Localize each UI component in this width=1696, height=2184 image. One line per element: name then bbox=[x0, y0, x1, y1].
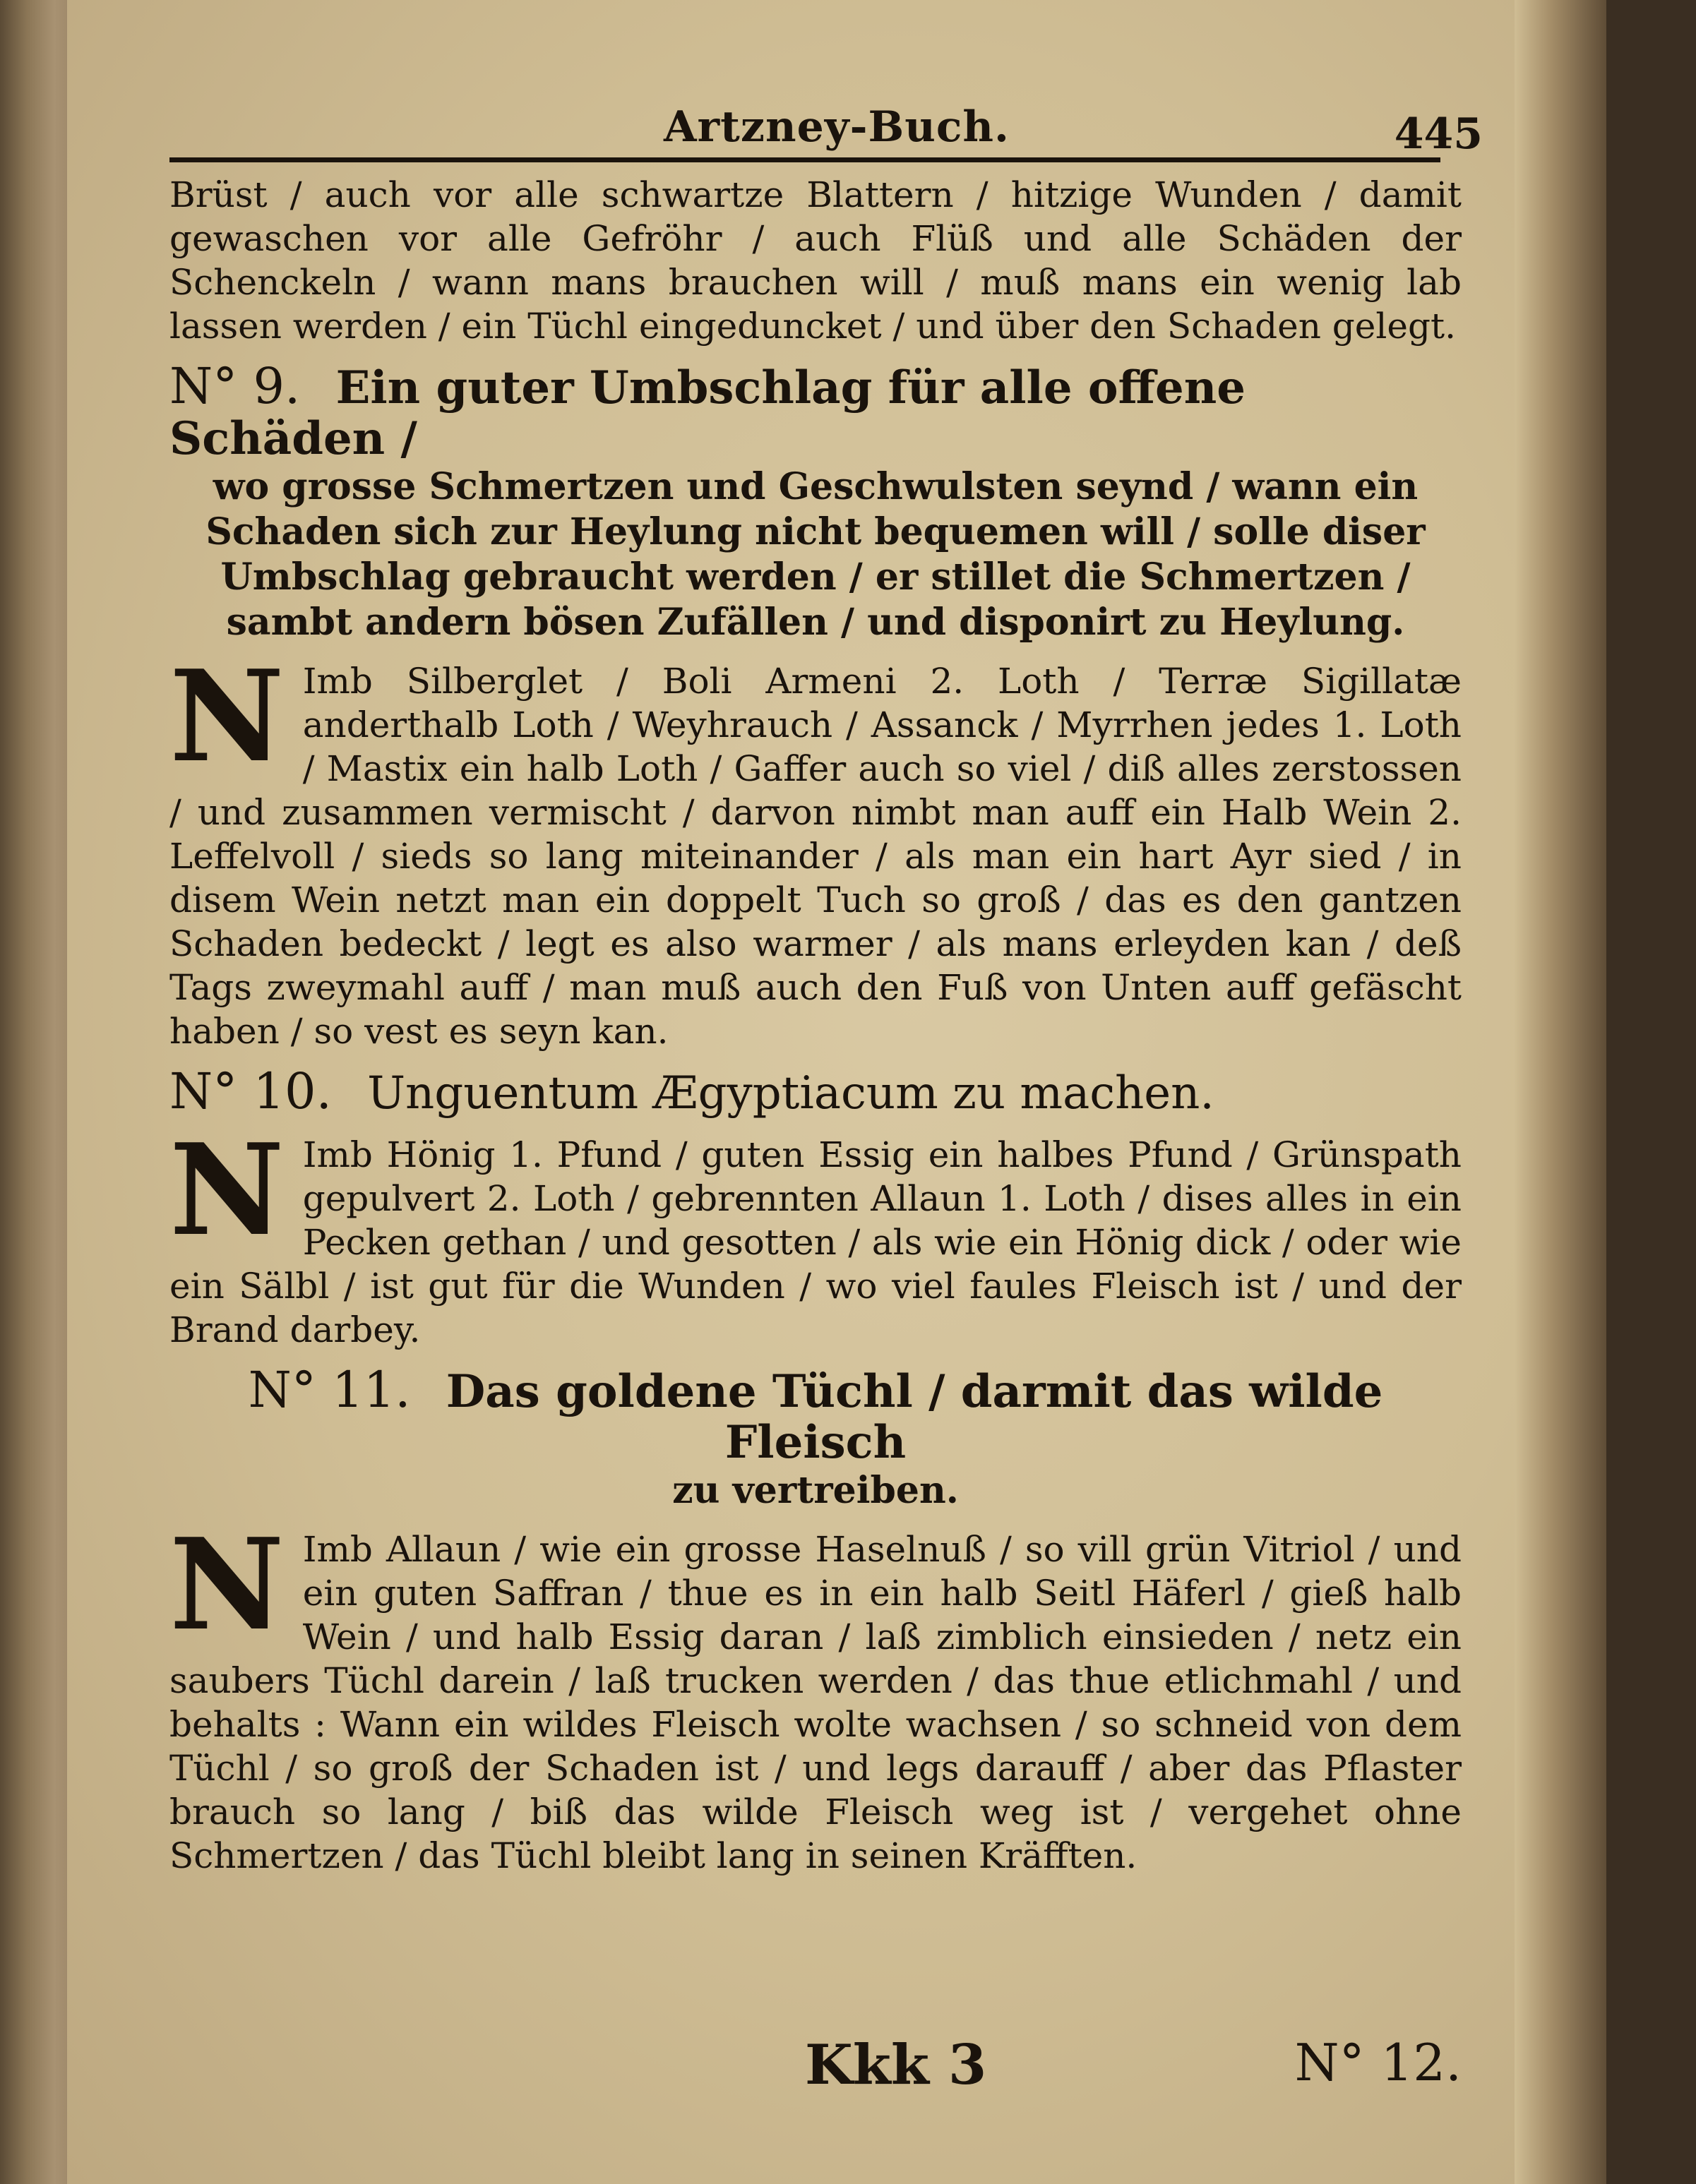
recipe-title: Ein guter Umbschlag für alle offene Schäden / bbox=[169, 361, 1246, 465]
recipe-body: Imb Hönig 1. Pfund / guten Essig ein halbes Pfund / Grünspath gepulvert 2. Loth / gebrennten Allaun 1. Loth / dises alles in ein Pecken gethan / und gesotten / als wie ein Hönig dick / oder wie ein Sälbl / ist gut für die Wunden / wo viel faules Fleisch ist / und der Brand darbey. bbox=[169, 1134, 1462, 1350]
catchword: N° 12. bbox=[1294, 2033, 1462, 2092]
recipe-title-continuation: wo grosse Schmertzen und Geschwulsten seynd / wann ein Schaden sich zur Heylung nicht bequemen will / solle diser Umbschlag gebraucht werden / er stillet die Schmertzen / sambt andern bösen Zufällen / und disponirt zu Heylung. bbox=[205, 465, 1426, 644]
recipe-body: Imb Silberglet / Boli Armeni 2. Loth / Terræ Sigillatæ anderthalb Loth / Weyhrauch / Assanck / Myrrhen jedes 1. Loth / Mastix ein halb Loth / Gaffer auch so viel / diß alles zerstossen / und zusammen vermischt / darvon nimbt man auff ein Halb Wein 2. Leffelvoll / sieds so lang miteinander / als man ein hart Ayr sied / in disem Wein netzt man ein doppelt Tuch so groß / das es den gantzen Schaden bedeckt / legt es also warmer / als mans erleyden kan / deß Tags zweymahl auff / man muß auch den Fuß von Unten auff gefäscht haben / so vest es seyn kan. bbox=[169, 661, 1462, 1052]
page-footer bbox=[169, 2033, 1462, 2104]
recipe-number: N° 10. bbox=[169, 1062, 332, 1120]
drop-initial: N bbox=[169, 1116, 285, 1264]
recipe-title: Unguentum Ægyptiacum zu machen. bbox=[367, 1067, 1214, 1120]
recipe-text-11 bbox=[169, 1511, 1462, 1878]
body-text bbox=[169, 173, 1462, 1885]
recipe-heading-11 bbox=[169, 1361, 1462, 1513]
recipe-body: Imb Allaun / wie ein grosse Haselnuß / so vill grün Vitriol / und ein guten Saffran / thue es in ein halb Seitl Häferl / gieß halb Wein / und halb Essig daran / laß zimblich einsieden / netz ein saubers Tüchl darein / laß trucken werden / das thue etlichmahl / und behalts : Wann ein wildes Fleisch wolte wachsen / so schneid von dem Tüchl / so groß der Schaden ist / und legs darauff / aber das Pflaster brauch so lang / biß das wilde Fleisch weg ist / vergehet ohne Schmertzen / das Tüchl bleibt lang in seinen Kräfften. bbox=[169, 1529, 1462, 1876]
page-edge-shadow bbox=[1515, 0, 1606, 2184]
recipe-text-9 bbox=[169, 642, 1462, 1053]
recipe-title-continuation: zu vertreiben. bbox=[672, 1469, 959, 1512]
page-number: 445 bbox=[1394, 109, 1483, 159]
signature-mark: Kkk 3 bbox=[805, 2033, 987, 2097]
recipe-title: Das goldene Tüchl / darmit das wilde Fleisch bbox=[446, 1365, 1383, 1469]
recipe-number: N° 9. bbox=[169, 357, 301, 415]
recipe-heading-10 bbox=[169, 1062, 1462, 1120]
recipe-number: N° 11. bbox=[248, 1361, 411, 1419]
book-spine bbox=[0, 0, 78, 2184]
header-rule bbox=[169, 157, 1440, 162]
recipe-text-10 bbox=[169, 1116, 1462, 1352]
continuation-paragraph: Brüst / auch vor alle schwartze Blattern / hitzige Wunden / damit gewaschen vor alle Gefröhr / auch Flüß und alle Schäden der Schenckeln / wann mans brauchen will / muß mans ein wenig lab lassen werden / ein Tüchl eingeduncket / und über den Schaden gelegt. bbox=[169, 174, 1462, 347]
page-header bbox=[169, 102, 1483, 166]
recipe-heading-9 bbox=[169, 357, 1462, 645]
drop-initial: N bbox=[169, 1511, 285, 1658]
running-head: Artzney-Buch. bbox=[664, 102, 1010, 152]
drop-initial: N bbox=[169, 642, 285, 790]
